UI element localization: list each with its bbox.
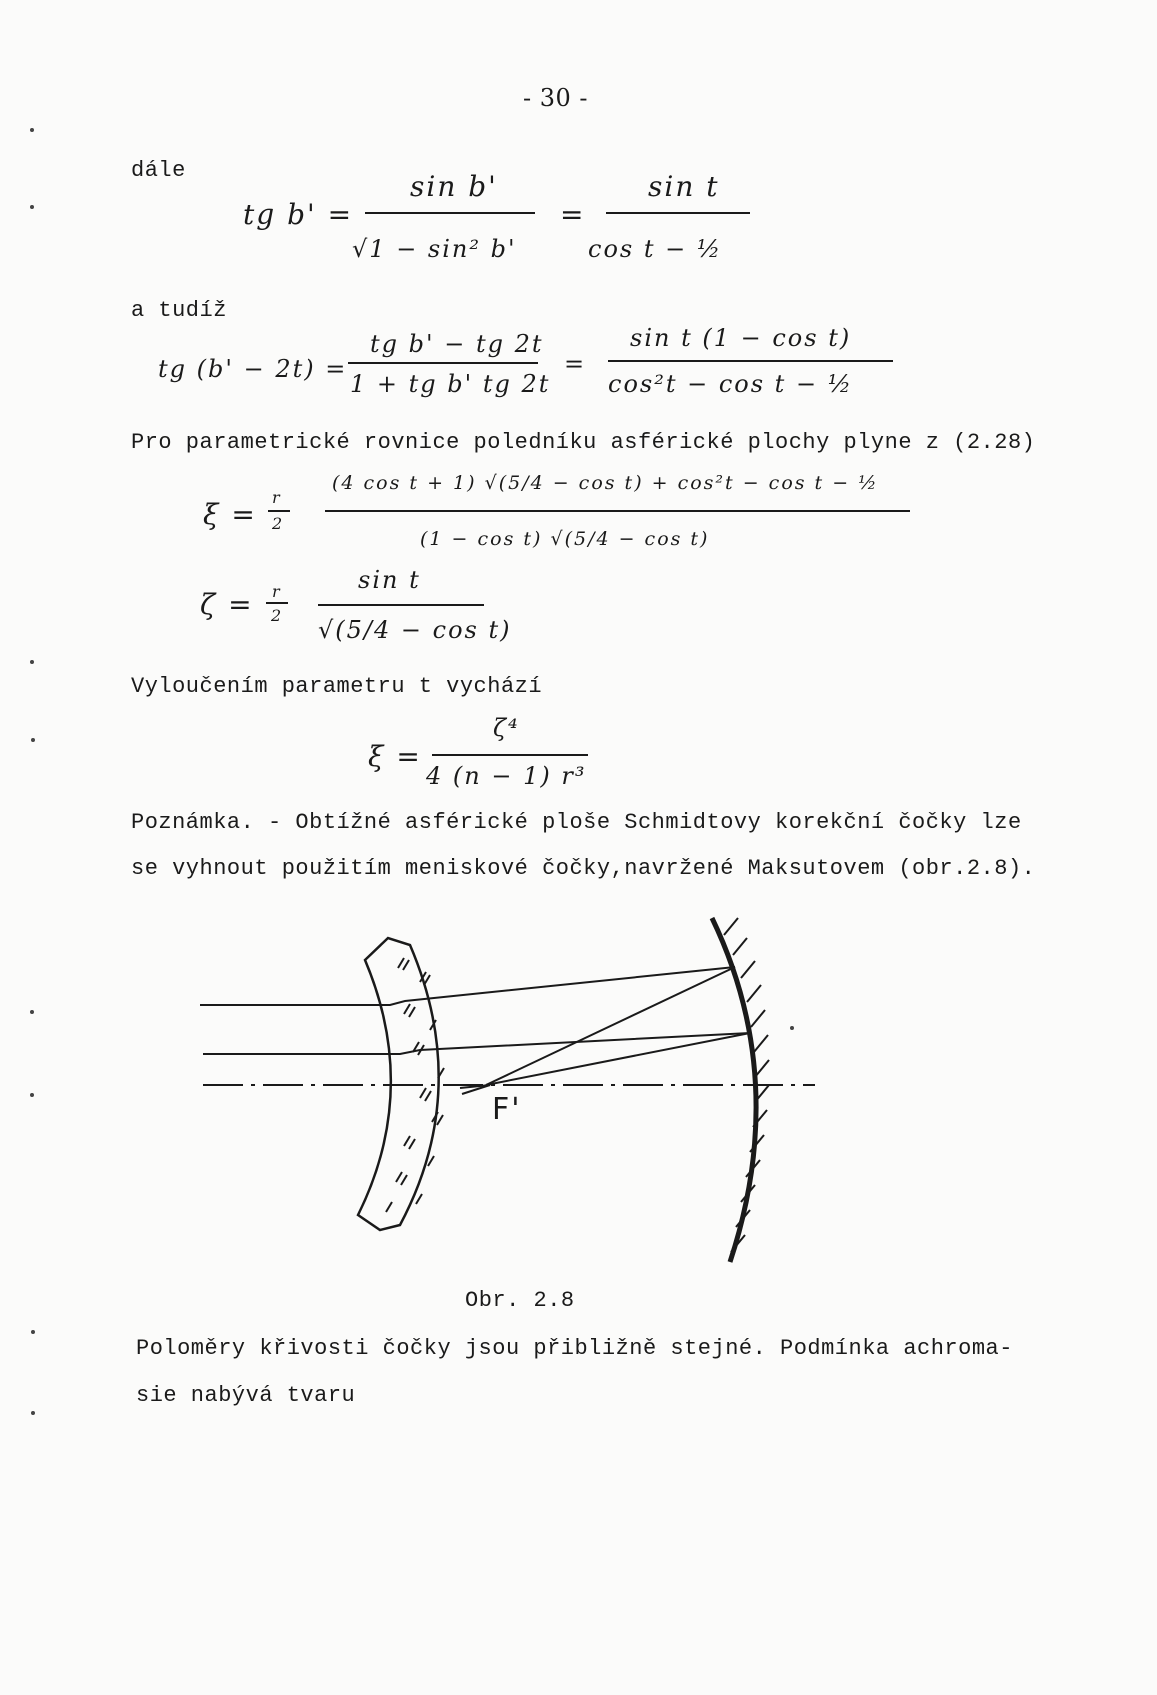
eq2-lhs: tg (b' − 2t) = <box>158 355 348 383</box>
scan-mark <box>30 1093 34 1097</box>
text-poznamka-line-1: Poznámka. - Obtížné asférické ploše Schmidtovy korekční čočky lze <box>131 810 1022 835</box>
eq2-equals: = <box>564 350 587 378</box>
scan-mark <box>30 128 34 132</box>
eq2-denominator-1: 1 + tg b' tg 2t <box>350 370 551 398</box>
eq1-denominator-1: √1 − sin² b' <box>352 235 517 263</box>
text-vylouceni: Vyloučením parametru t vychází <box>131 674 543 699</box>
eq3-numerator: (4 cos t + 1) √(5/4 − cos t) + cos²t − cos t − ½ <box>332 472 879 494</box>
text-poznamka-line-2: se vyhnout použitím meniskové čočky,navržené Maksutovem (obr.2.8). <box>131 856 1036 881</box>
focus-arrow-icon <box>460 1085 490 1094</box>
eq2-numerator-1: tg b' − tg 2t <box>370 330 544 358</box>
focus-label: F' <box>492 1092 522 1127</box>
scan-mark <box>30 205 34 209</box>
eq1-numerator-1: sin b' <box>410 170 498 203</box>
eq1-denominator-2: cos t − ½ <box>588 235 723 263</box>
scan-mark <box>31 1411 35 1415</box>
figure-caption: Obr. 2.8 <box>465 1288 575 1313</box>
eq4-numerator: sin t <box>358 566 421 594</box>
eq2-numerator-2: sin t (1 − cos t) <box>630 324 852 352</box>
eq1-numerator-2: sin t <box>648 170 720 203</box>
text-bottom-line-1: Poloměry křivosti čočky jsou přibližně stejné. Podmínka achroma- <box>136 1336 1013 1361</box>
page-number: - 30 - <box>523 84 589 112</box>
eq3-coef-num: r <box>272 488 282 507</box>
eq4-denominator: √(5/4 − cos t) <box>318 616 512 644</box>
text-dale: dále <box>131 158 186 183</box>
text-bottom-line-2: sie nabývá tvaru <box>136 1383 356 1408</box>
eq5-denominator: 4 (n − 1) r³ <box>426 762 587 790</box>
eq3-coef-den: 2 <box>272 514 285 533</box>
scan-mark <box>31 738 35 742</box>
eq2-denominator-2: cos²t − cos t − ½ <box>608 370 853 398</box>
eq3-denominator: (1 − cos t) √(5/4 − cos t) <box>420 528 710 550</box>
eq5-numerator: ζ⁴ <box>493 714 520 742</box>
scan-mark <box>790 1026 794 1030</box>
eq3-lhs: ξ = <box>203 498 257 531</box>
eq1-equals: = <box>560 198 586 231</box>
eq5-lhs: ξ = <box>368 740 422 773</box>
scan-mark <box>30 1010 34 1014</box>
text-a-tudiz: a tudíž <box>131 298 227 323</box>
eq4-lhs: ζ = <box>200 588 254 621</box>
light-rays <box>200 967 750 1085</box>
eq4-coef-den: 2 <box>271 606 284 625</box>
scan-mark <box>30 660 34 664</box>
scan-mark <box>31 1330 35 1334</box>
eq1-lhs: tg b' = <box>243 198 354 231</box>
text-pro-parametricke: Pro parametrické rovnice poledníku asférické plochy plyne z (2.28) <box>131 430 1036 455</box>
eq4-coef-num: r <box>272 582 282 601</box>
